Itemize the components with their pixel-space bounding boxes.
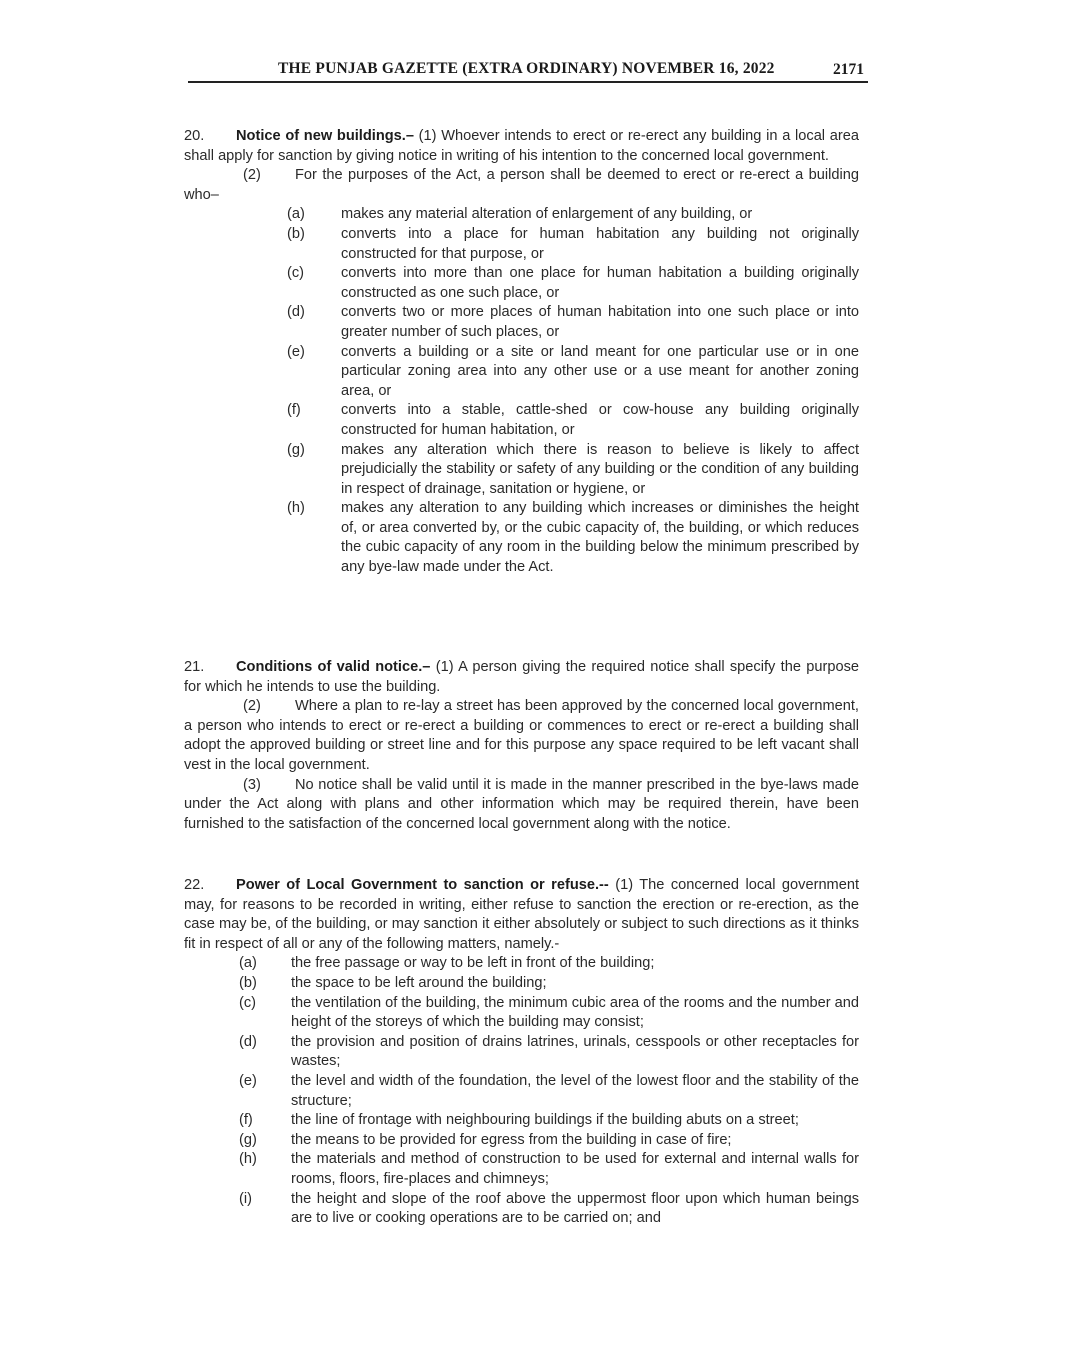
clause-label: (h) [287,500,305,517]
clause-item [184,1150,859,1189]
clause-text: the space to be left around the building; [291,974,547,991]
gazette-title: THE PUNJAB GAZETTE (EXTRA ORDINARY) NOVEMBER 16, 2022 [278,60,775,77]
clause-text: the height and slope of the roof above the uppermost floor upon which human beings are to live or cooking operations are to be carried on; and [291,1190,859,1227]
clause-label: (e) [287,343,305,360]
section-21-sub-1 [184,658,859,697]
clause-text: makes any alteration which there is reason to believe is likely to affect prejudicially the stability or safety of any building or the condition of any building in respect of drainage, sanitation or hygiene, or [341,441,859,497]
page-number: 2171 [833,61,864,78]
section-20-sub-2 [184,166,859,205]
clause-text: the provision and position of drains latrines, urinals, cesspools or other receptacles for wastes; [291,1033,859,1070]
section-20 [184,127,859,578]
clause-label: (c) [287,265,305,282]
clause-label: (a) [239,955,257,972]
section-22-sub-1 [184,876,859,954]
clause-item [184,1072,859,1111]
clause-item [184,303,859,342]
clause-text: the ventilation of the building, the minimum cubic area of the rooms and the number and height of the storeys of which the building may consist; [291,994,859,1031]
section-number: 22. [184,877,205,893]
section-number: 20. [184,128,205,144]
section-20-clauses [184,205,859,577]
clause-label: (f) [239,1112,253,1129]
clause-text: converts into more than one place for human habitation a building originally constructed as one such place, or [341,265,859,301]
subsection-label: (1) [435,659,454,675]
subsection-text: The concerned local government may, for reasons to be recorded in writing, either refuse to sanction the erection or re-erection, as the case may be, of the building, or may sanction it either absolutely or subject to such directions as it thinks fit in respect of all or any of the following matters, namely.- [184,877,859,952]
clause-text: the means to be provided for egress from the building in case of fire; [291,1131,732,1148]
clause-item [184,994,859,1033]
section-20-sub-1 [184,127,859,166]
clause-text: makes any material alteration of enlargement of any building, or [341,206,753,223]
section-21 [184,658,859,834]
section-heading: Notice of new buildings.– [236,128,414,144]
section-number: 21. [184,659,205,675]
header-rule [188,81,868,83]
clause-text: converts into a place for human habitation any building not originally constructed for that purpose, or [341,225,859,262]
clause-item [184,441,859,500]
clause-item [184,499,859,577]
clause-label: (b) [239,974,257,991]
clause-item [184,954,859,974]
clause-item [184,974,859,994]
clause-item [184,225,859,264]
subsection-label: (2) [243,698,261,715]
clause-text: the free passage or way to be left in front of the building; [291,955,655,972]
section-21-sub-2 [184,697,859,775]
clause-label: (d) [239,1033,257,1050]
subsection-label: (3) [243,776,261,793]
clause-text: converts into a stable, cattle-shed or cow-house any building originally constructed for human habitation, or [341,402,859,438]
subsection-text: A person giving the required notice shall specify the purpose for which he intends to use the building. [184,659,860,695]
clause-label: (c) [239,994,257,1011]
section-heading: Power of Local Government to sanction or refuse.-- [236,877,609,893]
clause-item [184,1190,859,1229]
section-heading: Conditions of valid notice.– [236,659,431,675]
clause-text: converts two or more places of human habitation into one such place or into greater number of such places, or [341,304,859,340]
clause-text: the line of frontage with neighbouring buildings if the building abuts on a street; [291,1112,799,1129]
clause-item [184,1131,859,1151]
subsection-label: (1) [615,877,634,893]
clause-label: (b) [287,225,305,242]
clause-label: (f) [287,402,301,419]
clause-label: (e) [239,1072,257,1089]
subsection-text: No notice shall be valid until it is made in the manner prescribed in the bye-laws made under the Act along with plans and other information which may be required therein, have been furnished to the satisfaction of the concerned local government along with the notice. [184,776,859,832]
clause-text: the materials and method of construction to be used for external and internal walls for rooms, floors, fire-places and chimneys; [291,1151,859,1187]
subsection-text: Whoever intends to erect or re-erect any building in a local area shall apply for sanction by giving notice in writing of his intention to the concerned local government. [184,128,859,164]
clause-item [184,264,859,303]
clause-label: (g) [239,1131,257,1148]
clause-text: makes any alteration to any building which increases or diminishes the height of, or area converted by, or the cubic capacity of, the building, or which reduces the cubic capacity of any room in the building below the minimum prescribed by any bye-law made under the Act. [341,500,859,576]
clause-item [184,205,859,225]
clause-item [184,401,859,440]
clause-item [184,343,859,402]
section-22-clauses [184,954,859,1228]
clause-label: (i) [239,1190,252,1207]
subsection-label: (1) [418,128,437,144]
clause-label: (d) [287,304,305,321]
subsection-label: (2) [243,167,261,184]
clause-label: (h) [239,1151,257,1168]
clause-label: (g) [287,441,305,458]
section-21-sub-3 [184,776,859,835]
clause-item [184,1111,859,1131]
subsection-text: For the purposes of the Act, a person shall be deemed to erect or re-erect a building who– [184,167,859,203]
clause-item [184,1033,859,1072]
section-22 [184,876,859,1229]
subsection-text: Where a plan to re-lay a street has been approved by the concerned local government, a person who intends to erect or re-erect a building or commences to erect or re-erect a building shall adopt the approved building or street line and for this purpose any space required to be left vacant shall vest in the local government. [184,698,859,773]
clause-text: the level and width of the foundation, the level of the lowest floor and the stability of the structure; [291,1072,859,1109]
gazette-header [190,60,866,82]
clause-label: (a) [287,206,305,223]
clause-text: converts a building or a site or land meant for one particular use or in one particular zoning area into any other use or a use meant for another zoning area, or [341,343,859,399]
